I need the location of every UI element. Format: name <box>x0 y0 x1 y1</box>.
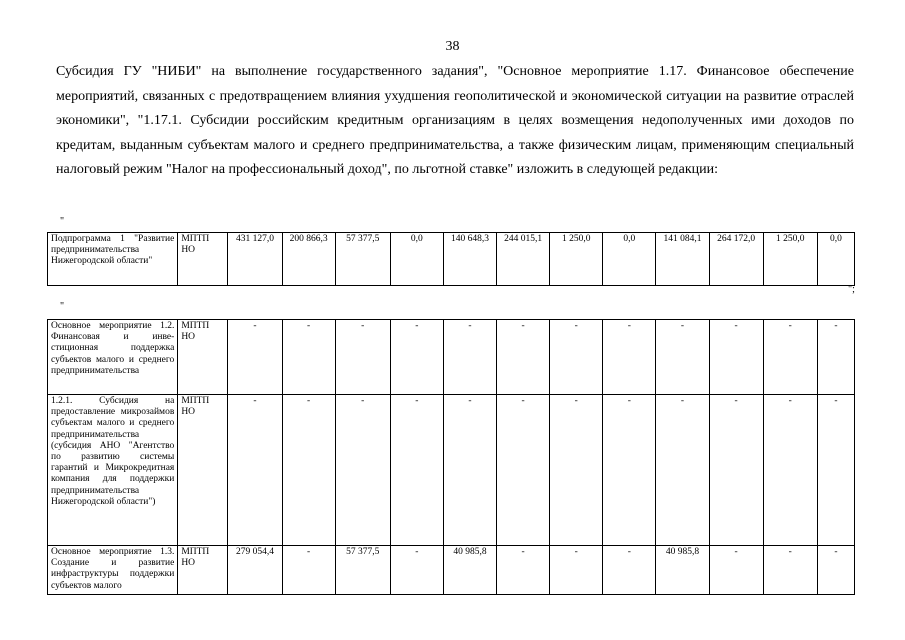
value-cell: - <box>390 320 443 395</box>
value-cell: - <box>709 395 763 546</box>
value-cell: - <box>390 395 443 546</box>
value-cell: - <box>335 395 390 546</box>
row-name-cell: 1.2.1. Субсидия на предоставление микрозаймов субъектам малого и среднего предпринимательства (субсидия АНО "Агентство по развитию системы гарантий и Микрокредитная компания для поддержки предпринимательства Нижегородской области") <box>48 395 178 546</box>
executor-cell: МПТП НО <box>178 546 228 595</box>
value-cell: - <box>603 546 656 595</box>
value-cell: - <box>443 320 496 395</box>
value-cell: 244 015,1 <box>497 233 550 286</box>
value-cell: - <box>550 546 603 595</box>
value-cell: 57 377,5 <box>335 233 390 286</box>
page-number: 38 <box>445 39 460 54</box>
value-cell: - <box>497 395 550 546</box>
table-row <box>48 233 855 286</box>
value-cell: 140 648,3 <box>443 233 496 286</box>
value-cell: - <box>282 320 335 395</box>
value-cell: - <box>228 320 282 395</box>
value-cell: - <box>763 546 817 595</box>
value-cell: 141 084,1 <box>656 233 709 286</box>
executor-cell: МПТП НО <box>178 320 228 395</box>
value-cell: - <box>497 546 550 595</box>
value-cell: - <box>550 320 603 395</box>
value-cell: 40 985,8 <box>443 546 496 595</box>
value-cell: 0,0 <box>603 233 656 286</box>
value-cell: - <box>335 320 390 395</box>
table-row <box>48 395 855 546</box>
value-cell: - <box>550 395 603 546</box>
value-cell: - <box>282 395 335 546</box>
value-cell: - <box>603 395 656 546</box>
value-cell: 57 377,5 <box>335 546 390 595</box>
executor-cell: МПТП НО <box>178 233 228 286</box>
value-cell: - <box>656 395 709 546</box>
value-cell: - <box>709 320 763 395</box>
value-cell: 279 054,4 <box>228 546 282 595</box>
value-cell: - <box>817 395 854 546</box>
value-cell: 200 866,3 <box>282 233 335 286</box>
value-cell: - <box>282 546 335 595</box>
value-cell: 264 172,0 <box>709 233 763 286</box>
value-cell: - <box>656 320 709 395</box>
value-cell: 1 250,0 <box>763 233 817 286</box>
row-name-cell: Основное мероприятие 1.3. Создание и развитие инфраструктуры поддержки субъектов малого <box>48 546 178 595</box>
body-paragraph: Субсидия ГУ "НИБИ" на выполнение государственного задания", "Основное мероприятие 1.17. Финансовое обеспечение мероприятий, связанных с предотвращением влияния ухудшения геополитической и экономической ситуации на развитие отраслей экономики", "1.17.1. Субсидии российским кредитным организациям в целях возмещения недополученных ими доходов по кредитам, выданным субъектам малого и среднего предпринимательства, а также физическим лицам, применяющим специальный налоговый режим "Налог на профессиональный доход", по льготной ставке" изложить в следующей редакции: <box>56 64 854 177</box>
value-cell: 0,0 <box>817 233 854 286</box>
value-cell: - <box>228 395 282 546</box>
program-table <box>47 232 855 286</box>
value-cell: 0,0 <box>390 233 443 286</box>
value-cell: - <box>763 320 817 395</box>
table-row <box>48 320 855 395</box>
value-cell: - <box>390 546 443 595</box>
value-cell: 40 985,8 <box>656 546 709 595</box>
value-cell: - <box>603 320 656 395</box>
table-row <box>48 546 855 595</box>
value-cell: - <box>443 395 496 546</box>
value-cell: - <box>497 320 550 395</box>
value-cell: - <box>709 546 763 595</box>
opening-quote: " <box>60 216 65 227</box>
opening-quote-2: " <box>60 301 65 312</box>
row-name-cell: Подпрограмма 1 "Развитие предпринимательства Нижегородской области" <box>48 233 178 286</box>
value-cell: - <box>817 320 854 395</box>
value-cell: 1 250,0 <box>550 233 603 286</box>
closing-quote: "; <box>848 284 855 295</box>
value-cell: - <box>817 546 854 595</box>
executor-cell: МПТП НО <box>178 395 228 546</box>
value-cell: - <box>763 395 817 546</box>
value-cell: 431 127,0 <box>228 233 282 286</box>
measures-table <box>47 319 855 595</box>
row-name-cell: Основное мероприятие 1.2. Финансовая и инвестиционная поддержка субъектов малого и среднего предпринимательства <box>48 320 178 395</box>
